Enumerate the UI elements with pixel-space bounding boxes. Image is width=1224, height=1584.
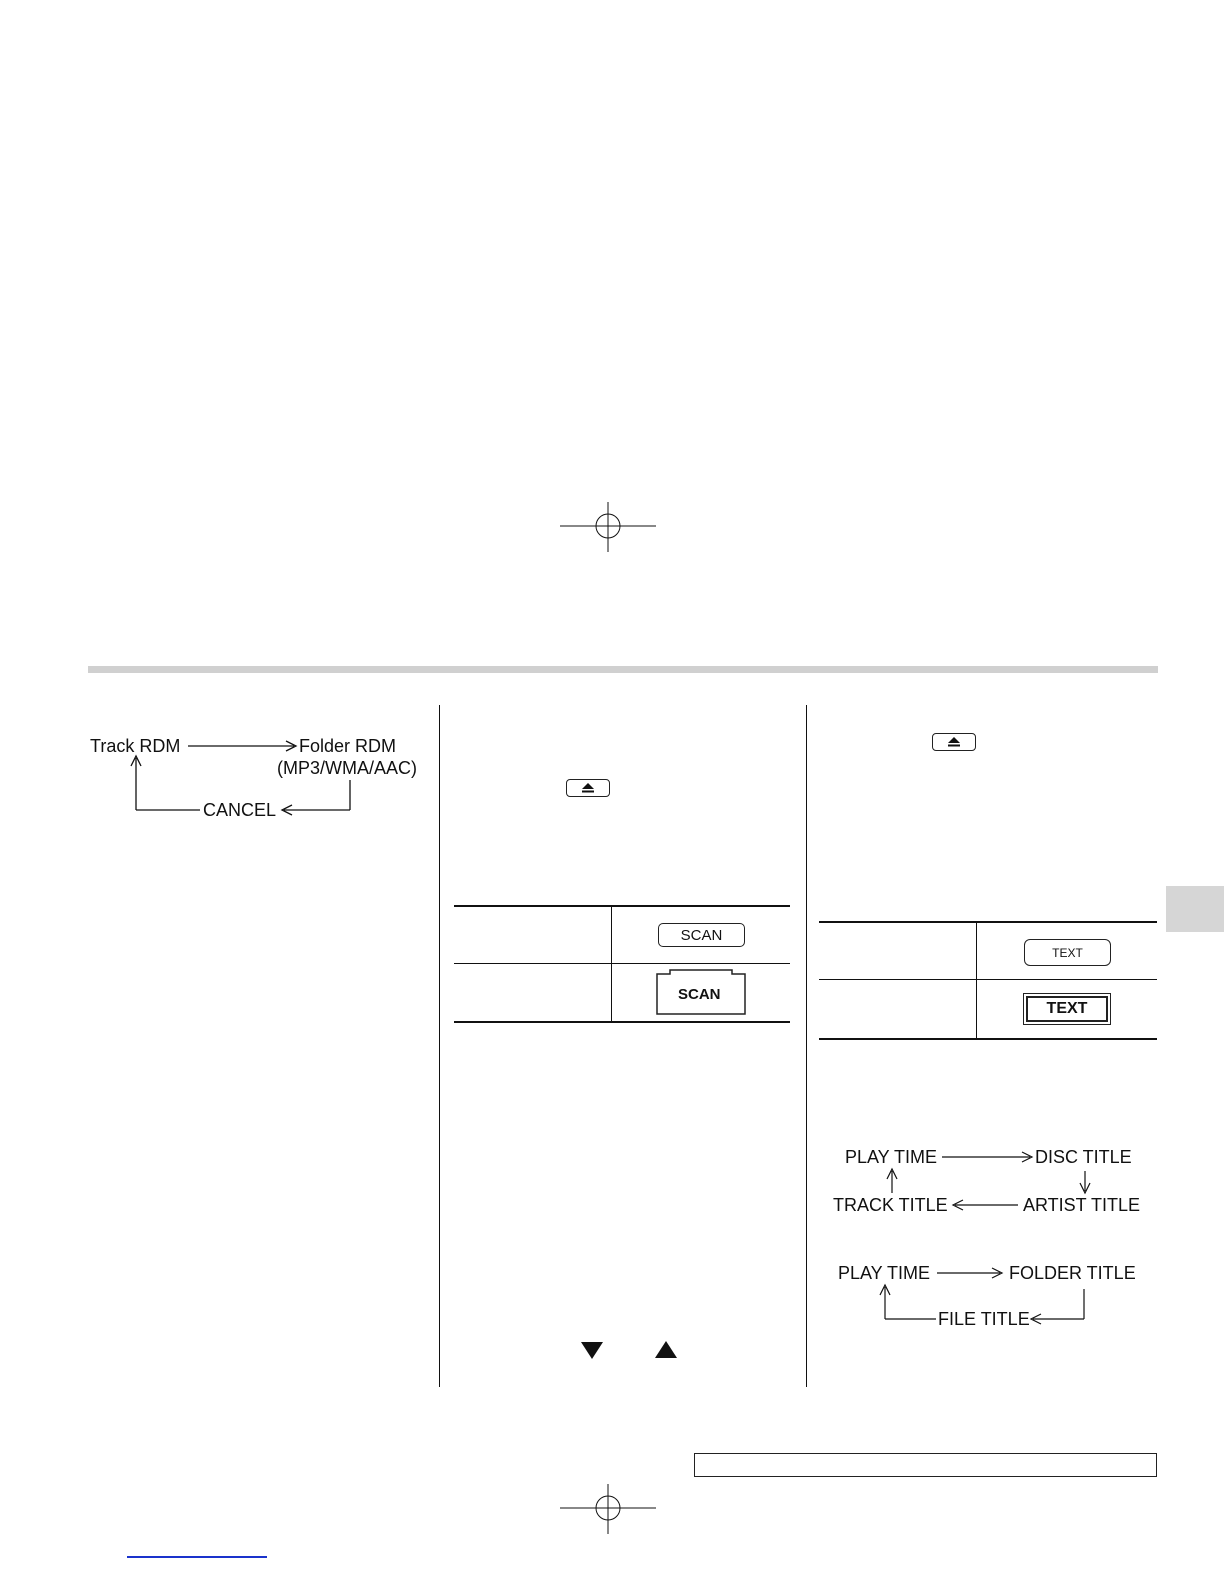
text-button-label: TEXT (1052, 945, 1083, 960)
mp3-file-title-label: FILE TITLE (938, 1309, 1030, 1329)
link-underline[interactable] (127, 1556, 267, 1558)
track-rdm-label: Track RDM (90, 736, 181, 756)
down-triangle-icon (581, 1342, 603, 1360)
mp3-folder-title-label: FOLDER TITLE (1009, 1263, 1136, 1283)
text-button-normal (1024, 939, 1111, 966)
scan-button-label: SCAN (680, 926, 723, 944)
eject-icon (581, 783, 595, 793)
cd-text-cycle-diagram (830, 1145, 1160, 1220)
text-button-lit-label: TEXT (1046, 1000, 1088, 1017)
eject-button-icon (566, 779, 610, 797)
up-triangle-icon (655, 1341, 677, 1359)
chapter-tab (1166, 886, 1224, 932)
cd-track-title-label: TRACK TITLE (833, 1195, 948, 1215)
mp3-text-cycle-diagram (830, 1262, 1160, 1337)
scan-table (454, 905, 790, 1023)
registration-mark-icon (560, 1484, 656, 1534)
header-rule (88, 666, 1158, 673)
registration-mark-icon (560, 502, 656, 552)
cd-disc-title-label: DISC TITLE (1035, 1147, 1132, 1167)
mp3-play-time-label: PLAY TIME (838, 1263, 931, 1283)
cd-artist-title-label: ARTIST TITLE (1023, 1195, 1141, 1215)
folder-formats-label: (MP3/WMA/AAC) (277, 758, 418, 778)
scan-button-normal (658, 923, 745, 947)
random-play-diagram (88, 730, 428, 830)
eject-icon (947, 737, 961, 747)
cancel-label: CANCEL (203, 800, 277, 820)
scan-button-lit-label: SCAN (678, 986, 721, 1003)
eject-button-icon (932, 733, 976, 751)
column-divider (439, 705, 440, 1387)
folder-rdm-label: Folder RDM (299, 736, 397, 756)
cd-play-time-label: PLAY TIME (845, 1147, 938, 1167)
text-button-lit (1023, 993, 1111, 1025)
column-divider (806, 705, 807, 1387)
footer-box (694, 1453, 1157, 1477)
text-table (819, 921, 1157, 1041)
scan-button-lit (656, 969, 746, 1015)
